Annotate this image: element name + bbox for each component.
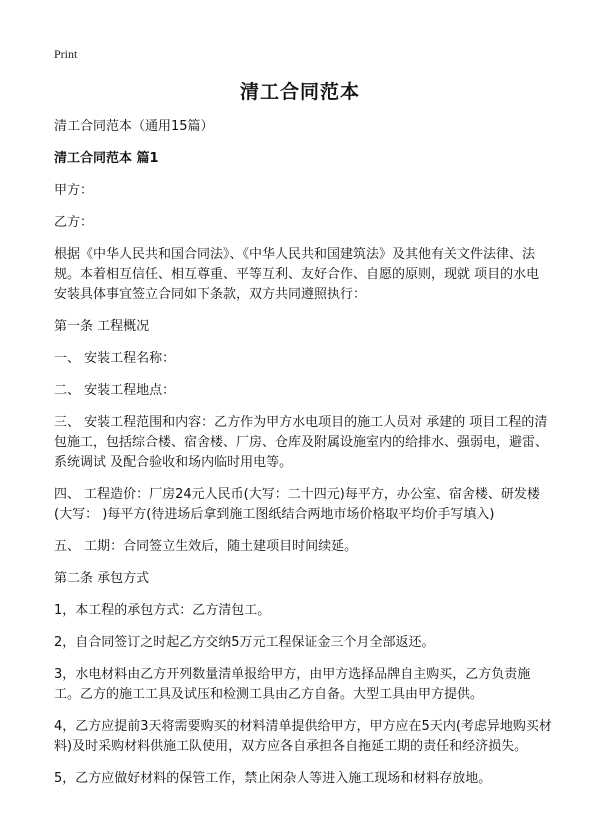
party-b-line: 乙方： <box>54 215 94 230</box>
item-1: 1，本工程的承包方式：乙方清包工。 <box>54 603 271 618</box>
clause-duration: 五、 工期：合同签立生效后，随土建项目时间续延。 <box>54 539 358 554</box>
section-heading: 清工合同范本 篇1 <box>54 151 159 166</box>
item-3: 3，水电材料由乙方开列数量清单报给甲方，由甲方选择品牌自主购买，乙方负责施工。乙方的施工工具及试压和检测工具由乙方自备。大型工具由甲方提供。 <box>54 667 531 702</box>
document-body <box>54 117 552 801</box>
page-title: 清工合同范本 <box>239 81 360 103</box>
item-5: 5，乙方应做好材料的保管工作，禁止闲杂人等进入施工现场和材料存放地。 <box>54 771 492 786</box>
article-1-heading: 第一条 工程概况 <box>54 319 150 334</box>
clause-scope: 三、 安装工程范围和内容：乙方作为甲方水电项目的施工人员对 承建的 项目工程的清包施工，包括综合楼、宿舍楼、厂房、仓库及附属设施室内的给排水、强弱电，避雷、系统调试 及配合验收和场内临时用电等。 <box>54 415 549 470</box>
print-link[interactable]: Print <box>54 47 78 61</box>
item-4: 4，乙方应提前3天将需要购买的材料清单提供给甲方，甲方应在5天内(考虑异地购买材料)及时采购材料供施工队使用，双方应各自承担各自拖延工期的责任和经济损失。 <box>54 719 552 754</box>
document-subtitle: 清工合同范本（通用15篇） <box>54 119 214 134</box>
clause-project-name: 一、 安装工程名称： <box>54 351 176 366</box>
article-2-heading: 第二条 承包方式 <box>54 571 150 586</box>
item-2: 2，自合同签订之时起乙方交纳5万元工程保证金三个月全部返还。 <box>54 635 435 650</box>
party-a-line: 甲方： <box>54 183 94 198</box>
clause-project-location: 二、 安装工程地点： <box>54 383 176 398</box>
preamble-paragraph: 根据《中华人民共和国合同法》、《中华人民共和国建筑法》及其他有关文件法律、法规。本着相互信任、相互尊重、平等互利、友好合作、自愿的原则，现就 项目的水电安装具体事宜签立合同如下条款，双方共同遵照执行： <box>54 247 540 302</box>
clause-cost: 四、 工程造价：厂房24元人民币(大写：二十四元)每平方，办公室、宿舍楼、研发楼 (大写： )每平方(待进场后拿到施工图纸结合两地市场价格取平均价手写填入) <box>54 487 540 522</box>
